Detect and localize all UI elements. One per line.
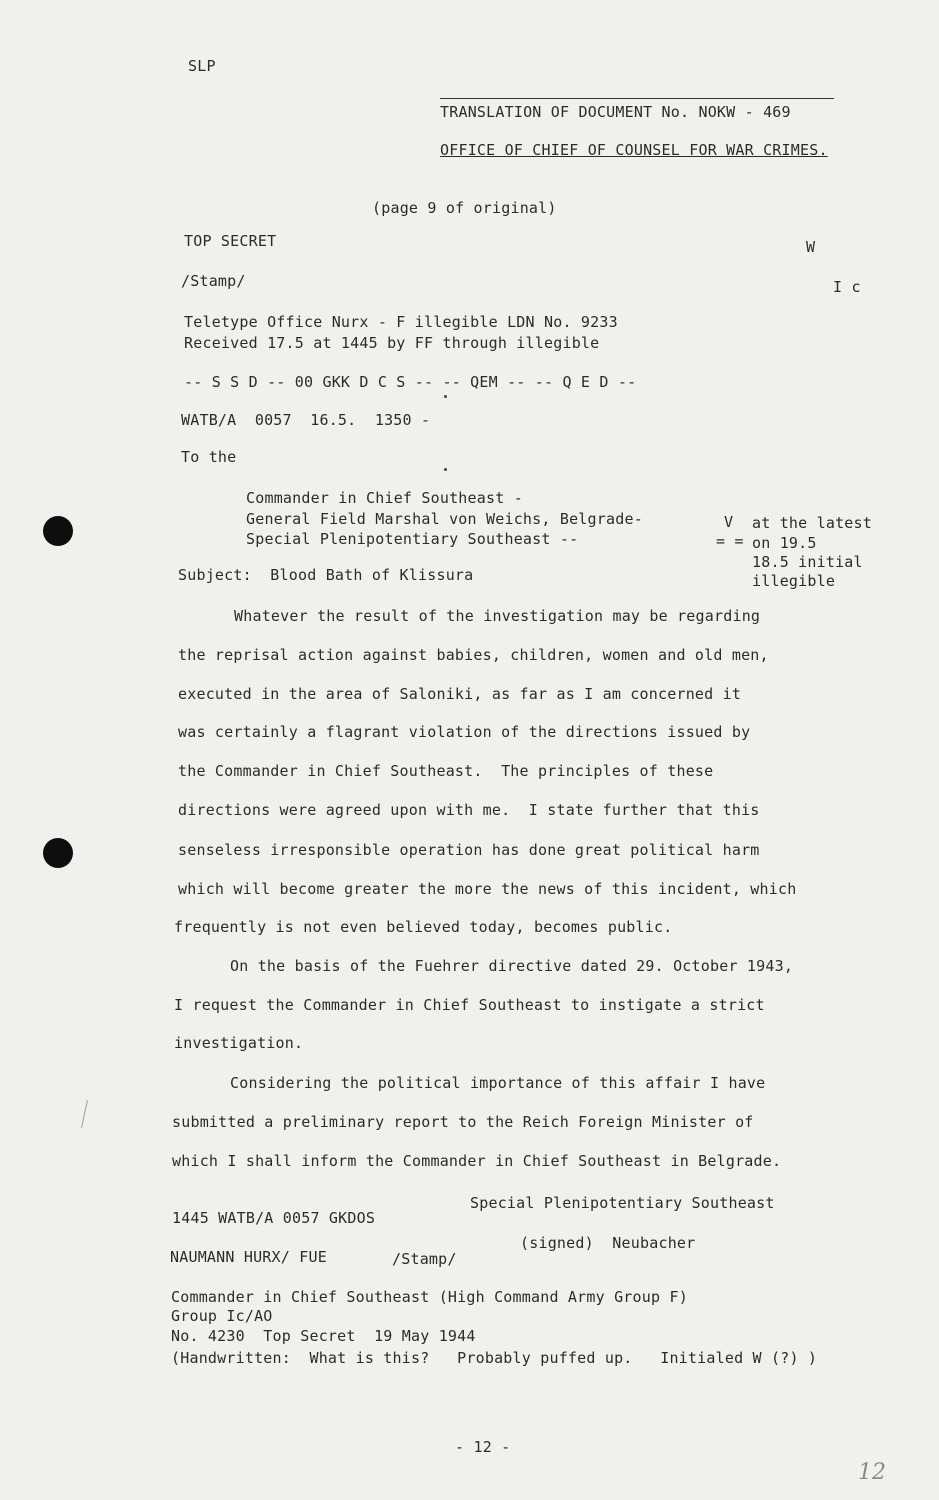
body-line: On the basis of the Fuehrer directive dated 29. October 1943, (230, 957, 794, 975)
mark-w: W (806, 238, 816, 256)
body-line: Whatever the result of the investigation may be regarding (234, 607, 761, 625)
body-line: senseless irresponsible operation has done great political harm (178, 841, 760, 859)
reference-line: WATB/A 0057 16.5. 1350 - (181, 411, 431, 429)
teletype-line-2: Received 17.5 at 1445 by FF through illegible (184, 334, 600, 352)
mark-ic: I c (833, 278, 861, 296)
punch-hole (43, 516, 73, 546)
margin-v: V (724, 513, 734, 531)
body-line: submitted a preliminary report to the Reich Foreign Minister of (172, 1113, 754, 1131)
addressee-line-2: General Field Marshal von Weichs, Belgrade- (246, 510, 643, 528)
margin-dashes: = = (716, 532, 744, 550)
body-line: which will become greater the more the news of this incident, which (178, 880, 797, 898)
footer-line-2: Group Ic/AO (171, 1307, 273, 1325)
margin-note-2: on 19.5 (752, 534, 817, 552)
punch-hole (43, 838, 73, 868)
addressee-line-3: Special Plenipotentiary Southeast -- (246, 530, 579, 548)
subject-line: Subject: Blood Bath of Klissura (178, 566, 474, 584)
teletype-line-1: Teletype Office Nurx - F illegible LDN No. 9233 (184, 313, 618, 331)
signer-title: Special Plenipotentiary Southeast (470, 1194, 775, 1212)
body-line: the Commander in Chief Southeast. The principles of these (178, 762, 714, 780)
margin-note-3: 18.5 initial (752, 553, 863, 571)
stamp-label: /Stamp/ (181, 272, 246, 290)
addressee-line-1: Commander in Chief Southeast - (246, 489, 523, 507)
code-line: -- S S D -- 00 GKK D C S -- -- QEM -- -- Q E D -- (184, 373, 637, 391)
office-title: OFFICE OF CHIEF OF COUNSEL FOR WAR CRIMES. (440, 141, 828, 159)
footer-line-1: Commander in Chief Southeast (High Command Army Group F) (171, 1288, 688, 1306)
signature-line: (signed) Neubacher (520, 1234, 696, 1252)
margin-note-4: illegible (752, 572, 836, 590)
routing-line: NAUMANN HURX/ FUE (170, 1248, 327, 1266)
margin-mark (81, 1100, 88, 1128)
initials: SLP (188, 57, 216, 75)
closing-reference: 1445 WATB/A 0057 GKDOS (172, 1209, 376, 1227)
body-line: Considering the political importance of this affair I have (230, 1074, 766, 1092)
pencil-page-number: 12 (858, 1460, 886, 1485)
body-line: was certainly a flagrant violation of the directions issued by (178, 723, 751, 741)
body-line: the reprisal action against babies, children, women and old men, (178, 646, 769, 664)
body-line: which I shall inform the Commander in Chief Southeast in Belgrade. (172, 1152, 782, 1170)
header-rule (440, 98, 834, 99)
page-reference: (page 9 of original) (372, 199, 557, 217)
closing-stamp: /Stamp/ (392, 1250, 457, 1268)
body-line: frequently is not even believed today, becomes public. (174, 918, 673, 936)
body-line: executed in the area of Saloniki, as far as I am concerned it (178, 685, 742, 703)
body-line: I request the Commander in Chief Southeast to instigate a strict (174, 996, 765, 1014)
page-number: - 12 - (455, 1438, 511, 1456)
footer-line-4: (Handwritten: What is this? Probably puffed up. Initialed W (?) ) (171, 1349, 818, 1367)
body-line: investigation. (174, 1034, 304, 1052)
body-line: directions were agreed upon with me. I state further that this (178, 801, 760, 819)
margin-note-1: at the latest (752, 514, 872, 532)
to-line: To the (181, 448, 237, 466)
ink-dot (444, 468, 447, 471)
classification: TOP SECRET (184, 232, 277, 250)
footer-line-3: No. 4230 Top Secret 19 May 1944 (171, 1327, 476, 1345)
translation-title: TRANSLATION OF DOCUMENT No. NOKW - 469 (440, 103, 791, 121)
ink-dot (444, 395, 447, 398)
